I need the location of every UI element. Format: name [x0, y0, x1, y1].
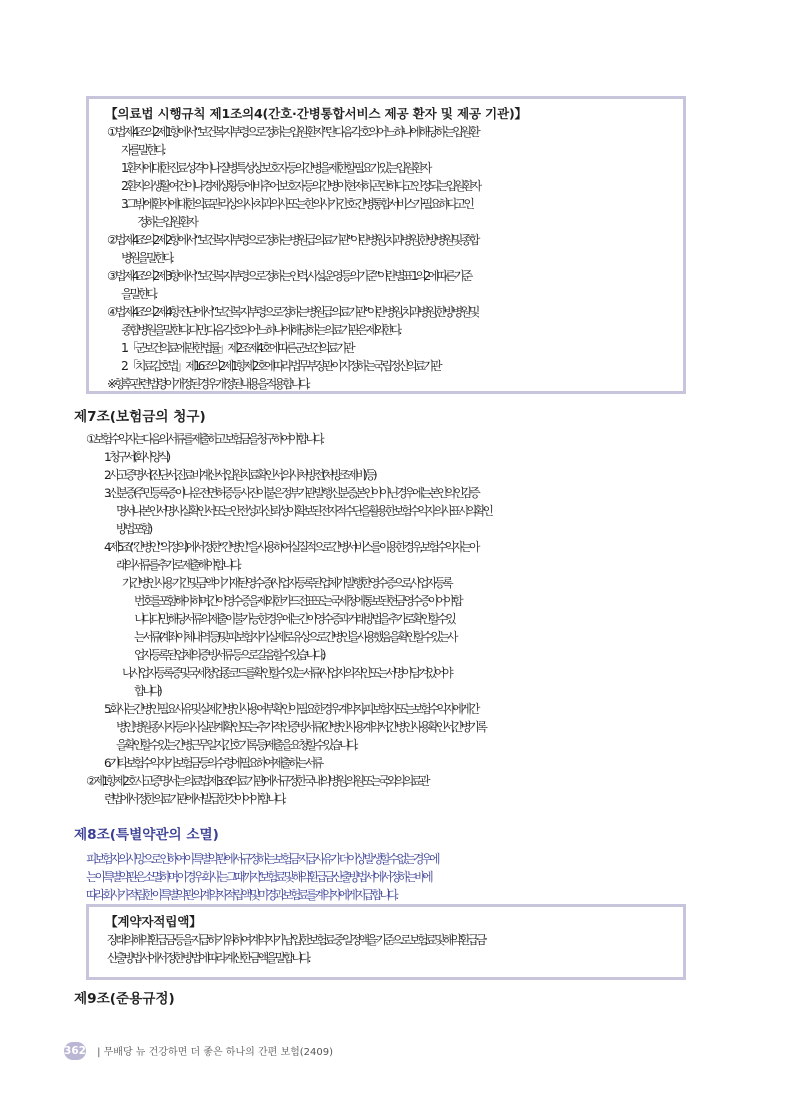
text-line: 는 이 특별약관은 소멸하며, 이 경우 회사는 그때까지 ‘보험료 및 해약환급금 산출방법서’에서 정하는 바에	[86, 870, 431, 884]
text-line: ③ 법 제4조의2제3항에서 “보건복지부령으로 정하는 인력, 시설, 운영 등의 기준”이란 별표 1의2에 따른 기준	[107, 269, 470, 283]
text-line: ① 보험수익자는 다음의 서류를 제출하고 보험금을 청구하여야 합니다.	[86, 432, 322, 446]
text-line: 장래의 해약환급금 등을 지급하기 위하여 계약자가 납입한 보험료 중 일정액을 기준으로 보험료 및 해약환급금	[107, 933, 484, 947]
text-line: 나. 사업자등록증 및 국세청 업종코드를 확인할 수 있는 서류(사업자의 직인 또는 서명이 담겨있어야	[122, 666, 451, 680]
text-line: 3. 그 밖에 환자에 대한 의료관리상 의사 · 치과의사 또는 한의사가 간호 · 간병통합서비스가 필요하다고 인	[121, 197, 472, 211]
definition-body	[105, 931, 669, 967]
article-7-heading: 제7조(보험금의 청구)	[74, 409, 206, 425]
law-excerpt-title: 【의료법 시행규칙 제1조의4(간호·간병통합서비스 제공 환자 및 제공 기관)】	[105, 106, 527, 121]
text-line: 번호를 포함해야 하며, 간이영수증을 제외한 카드전표 또는 국세청에 통보된 현금영수증이어야 합	[134, 594, 461, 608]
article-7-body	[74, 430, 694, 808]
text-line: 을 확인할 수 있는 간병근무일지, 간호기록 등) 제출을 요청할 수 있습니다.	[116, 738, 356, 752]
text-line: 합니다)	[134, 684, 160, 698]
text-line: 산출방법서에서 정한 방법에 따라 계산한 금액을 말합니다.	[107, 951, 309, 965]
text-line: 피보험자의 사망으로 인하여 이 특별약관에서 규정하는 보험금 지급사유가 더 이상 발생할 수 없는 경우에	[86, 852, 438, 866]
article-8-body	[74, 850, 694, 904]
text-line: 을 말한다.	[121, 287, 155, 301]
text-line: ※ 향후 관련 법령이 개정된 경우 개정된 내용을 적용합니다.	[107, 377, 308, 391]
text-line: 자를 말한다.	[121, 143, 164, 157]
text-line: 명서나 본인서명사실확인서 또는 안전성과 신뢰성이 확보된 전자적 수단을 활용한 보험수익자 의사표시의 확인	[116, 504, 491, 518]
text-line: 병인, 병원 종사자 등의 사실관계 확인 또는 추가적인 증빙서류(간병인사용계약서, 간병인사용확인서, 간병기록	[116, 720, 485, 734]
text-line: 2. 환자의 생활 여건이나 경제 상황 등에 비추어 보호자 등의 간병이 현저히 곤란하다고 인정되는 입원 환자	[121, 179, 479, 193]
text-line: 래의 서류를 추가로 제출해야 합니다.	[116, 558, 239, 572]
text-line: 업자등록된 업체의 증빙서류 등으로 갈음할 수 있습니다.)	[134, 648, 324, 662]
text-line: 정하는 입원 환자	[137, 215, 196, 229]
page-footer	[64, 1040, 333, 1058]
definition-title: 【계약자적립액】	[105, 914, 202, 929]
text-line: 2. 「치료감호법」 제16조의2제1항제2호에 따라 법무부장관이 지정하는 국립정신의료기관	[121, 359, 440, 373]
article-8-heading: 제8조(특별약관의 소멸)	[74, 827, 219, 843]
article-9-heading: 제9조(준용규정)	[74, 991, 175, 1007]
text-line: 1. 청구서(회사양식)	[104, 450, 168, 464]
text-line: 1. 「군보건의료에 관한 법률」 제2조제4호에 따른 군보건의료기관	[121, 341, 353, 355]
text-line: 방법 포함)	[116, 522, 150, 536]
text-line: ① 법 제4조의2제1항에서 “보건복지부령으로 정하는 입원 환자”란 다음 각 호의 어느 하나에 해당하는 입원 환	[107, 125, 478, 139]
text-line: 5. 회사는 간병인 필요사유 및 실제 간병인 사용여부 확인이 필요한 경우 계약자, 피보험자 또는 보험수익자에게 간	[104, 702, 478, 716]
text-line: ② 제1항 제2호 사고증명서는 의료법 제3조(의료기관)에서 규정한 국내의 병원, 의원 또는 국외의 의료관	[86, 774, 428, 788]
law-excerpt-body	[105, 123, 669, 393]
text-line: 1. 환자에 대한 진료 성격이나 질병 특성상 보호자 등의 간병을 제한할 필요가 있는 입원 환자	[121, 161, 429, 175]
text-line: 병원을 말한다.	[121, 251, 172, 265]
text-line: 는 서류(계좌이체내역 등) 및 피보험자가 실제로 유상으로 간병인을 사용했음을 확인할 수 있는 사	[134, 630, 456, 644]
text-line: 련법에서 정한 의료기관에서 발급한 것이어야 합니다.	[104, 792, 284, 806]
page-number-badge: 362	[64, 1042, 86, 1060]
definition-box	[86, 904, 686, 980]
text-line: 4. 제5조(“간병인”의 정의)에서 정한 “간병인”을 사용하여 실질적으로 간병서비스를 이용한 경우, 보험수익자는 아	[104, 540, 478, 554]
footer-title: | 무배당 뉴 건강하면 더 좋은 하나의 간편 보험(2409)	[97, 1047, 334, 1058]
law-excerpt-box	[86, 96, 686, 394]
text-line: 니다. 다만, 해당 서류의 제출이 불가능한 경우에는 간이영수증과 거래방법을 추가로 확인할 수 있	[134, 612, 454, 626]
text-line: 3. 신분증(주민등록증이나 운전면허증 등 사진이 붙은 정부기관 발행 신분증, 본인이 아닌 경우에는 본인의 인감증	[104, 486, 478, 500]
text-line: 6. 기타 보험수익자가 보험금 등의 수령에 필요하여 제출하는 서류	[104, 756, 321, 770]
text-line: 가. 간병인 사용 기간 및 금액이 기재된 영수증(사업자등록된 업체가 발행한 영수증으로, 사업자등록	[122, 576, 451, 590]
text-line: 2. 사고증명서(진단서, 진료비계산서, 입원치료확인서, 의사처방전(처방조제비) 등)	[104, 468, 375, 482]
text-line: 종합병원을 말한다. 다만, 다음 각 호의 어느 하나에 해당하는 의료기관은 제외한다.	[121, 323, 400, 337]
text-line: 따라 회사가 적립한 이 특별약관의 계약자적립액 및 미경과보험료를 계약자에게 지급합니다.	[86, 888, 396, 902]
text-line: ④ 법 제4조의2제4항 전단에서 “보건복지부령으로 정하는 병원급 의료기관”이란 병원, 치과병원, 한방병원 및	[107, 305, 477, 319]
text-line: ② 법 제4조의2제2항에서 “보건복지부령으로 정하는 병원급 의료기관”이란 병원, 치과병원, 한방병원 및 종합	[107, 233, 477, 247]
